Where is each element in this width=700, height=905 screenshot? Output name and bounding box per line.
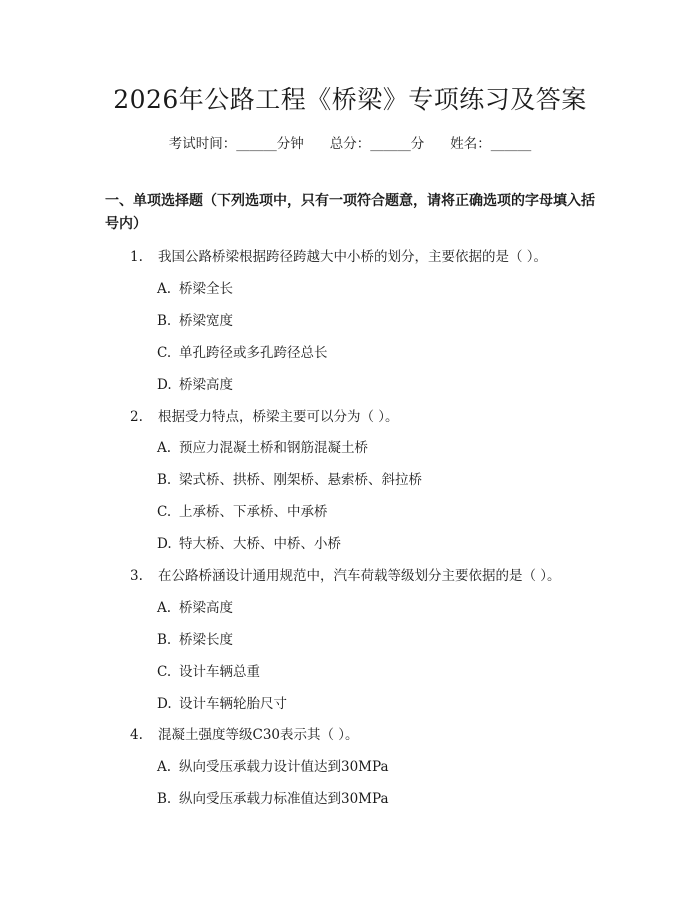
- question-3: [130, 564, 610, 584]
- question-3-option-c: [157, 660, 597, 680]
- option-letter: B.: [157, 632, 172, 648]
- option-letter: A.: [157, 600, 172, 616]
- question-1: [130, 245, 610, 265]
- option-text: 纵向受压承载力标准值达到30MPa: [179, 791, 389, 807]
- total-score-field: 总分：______分: [329, 136, 425, 152]
- question-2-option-b: [157, 468, 597, 488]
- question-number: 2.: [130, 409, 143, 425]
- option-letter: C.: [157, 664, 172, 680]
- question-1-option-b: [157, 309, 597, 329]
- question-2-option-d: [157, 532, 597, 552]
- option-letter: D.: [157, 536, 172, 552]
- option-text: 纵向受压承载力设计值达到30MPa: [179, 759, 389, 775]
- question-4: [130, 723, 610, 743]
- question-2: [130, 405, 610, 425]
- question-3-option-a: [157, 596, 597, 616]
- option-text: 桥梁高度: [179, 377, 233, 393]
- exam-time-field: 考试时间：______分钟: [168, 136, 304, 152]
- section-heading: 一、单项选择题（下列选项中，只有一项符合题意，请将正确选项的字母填入括号内）: [105, 193, 595, 232]
- question-number: 3.: [130, 568, 143, 584]
- option-text: 特大桥、大桥、中桥、小桥: [179, 536, 341, 552]
- option-text: 梁式桥、拱桥、刚架桥、悬索桥、斜拉桥: [179, 472, 422, 488]
- exam-meta-line: [0, 132, 700, 152]
- option-text: 桥梁长度: [179, 632, 233, 648]
- question-text: 混凝土强度等级C30表示其（ ）。: [158, 727, 359, 743]
- question-4-option-a: [157, 755, 597, 775]
- question-4-option-b: [157, 787, 597, 807]
- option-text: 单孔跨径或多孔跨径总长: [179, 345, 328, 361]
- option-text: 桥梁宽度: [179, 313, 233, 329]
- question-text: 根据受力特点，桥梁主要可以分为（ ）。: [158, 409, 399, 425]
- option-letter: B.: [157, 313, 172, 329]
- document-title: 2026年公路工程《桥梁》专项练习及答案: [113, 85, 587, 114]
- option-text: 设计车辆轮胎尺寸: [179, 696, 287, 712]
- question-number: 1.: [130, 249, 143, 265]
- question-2-option-a: [157, 436, 597, 456]
- student-name-field: 姓名：______: [450, 136, 532, 152]
- question-text: 我国公路桥梁根据跨径跨越大中小桥的划分，主要依据的是（ ）。: [158, 249, 548, 265]
- option-letter: C.: [157, 345, 172, 361]
- option-letter: A.: [157, 281, 172, 297]
- option-text: 桥梁高度: [179, 600, 233, 616]
- option-text: 预应力混凝土桥和钢筋混凝土桥: [179, 440, 368, 456]
- option-letter: B.: [157, 472, 172, 488]
- option-letter: A.: [157, 440, 172, 456]
- question-number: 4.: [130, 727, 143, 743]
- option-letter: A.: [157, 759, 172, 775]
- option-letter: B.: [157, 791, 172, 807]
- question-3-option-b: [157, 628, 597, 648]
- question-1-option-d: [157, 373, 597, 393]
- question-3-option-d: [157, 692, 597, 712]
- question-1-option-c: [157, 341, 597, 361]
- option-letter: D.: [157, 696, 172, 712]
- question-2-option-c: [157, 500, 597, 520]
- option-text: 设计车辆总重: [179, 664, 260, 680]
- option-letter: C.: [157, 504, 172, 520]
- question-text: 在公路桥涵设计通用规范中，汽车荷载等级划分主要依据的是（ ）。: [158, 568, 561, 584]
- option-letter: D.: [157, 377, 172, 393]
- question-1-option-a: [157, 277, 597, 297]
- option-text: 上承桥、下承桥、中承桥: [179, 504, 328, 520]
- option-text: 桥梁全长: [179, 281, 233, 297]
